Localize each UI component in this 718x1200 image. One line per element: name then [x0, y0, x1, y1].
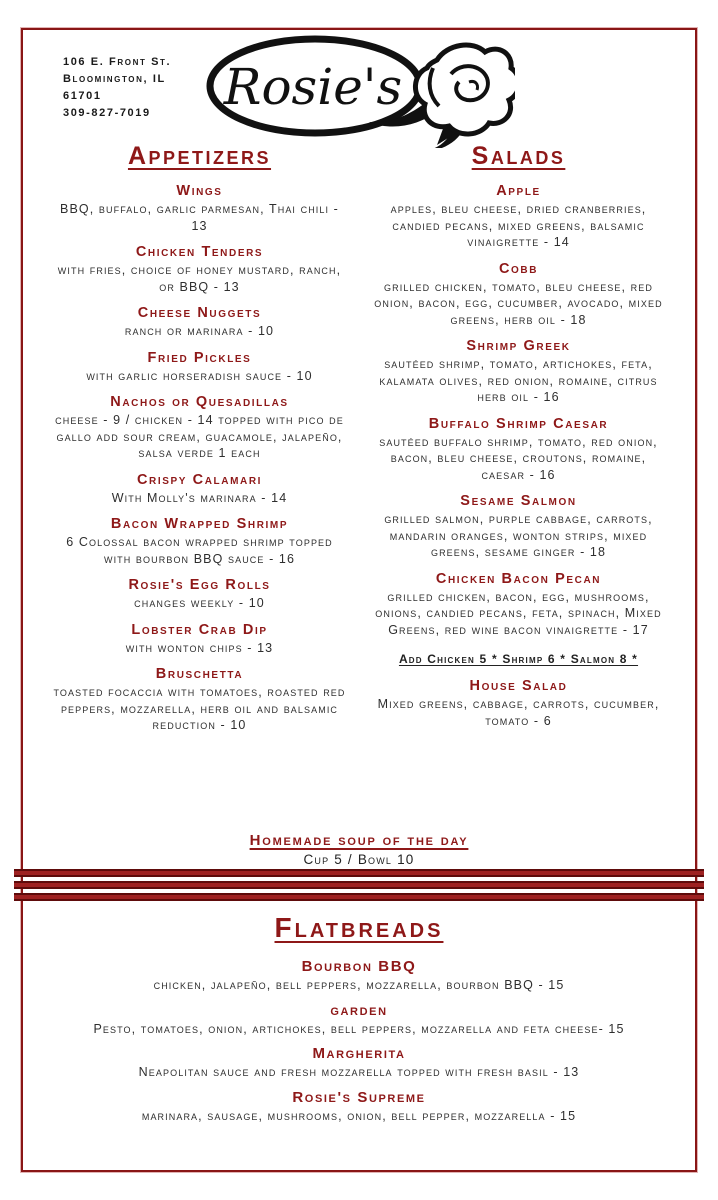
salad-addons-line: Add Chicken 5 * Shrimp 6 * Salmon 8 * [398, 652, 639, 666]
menu-item-buffalo-shrimp-caesar [372, 416, 665, 484]
menu-item-fried-pickles [53, 350, 346, 385]
menu-item-name: Fried Pickles [147, 349, 252, 366]
menu-item-chicken-bacon-pecan [372, 571, 665, 639]
menu-item-name: Crispy Calamari [136, 471, 263, 488]
logo-script-text: Rosie's [223, 58, 403, 116]
divider-stripe [14, 893, 704, 901]
menu-item-name: Sesame Salmon [460, 493, 577, 509]
menu-item-desc: toasted focaccia with tomatoes, roasted red peppers, mozzarella, herb oil and balsamic reduction - 10 [53, 685, 346, 732]
menu-item-rosies-egg-rolls [53, 577, 346, 612]
salads-section [372, 142, 665, 744]
menu-item-desc: BBQ, buffalo, garlic parmesan, Thai chili - 13 [60, 202, 339, 233]
menu-item-name: Cheese Nuggets [137, 305, 262, 321]
menu-item-crispy-calamari [53, 472, 346, 507]
menu-item-desc: with wonton chips - 13 [125, 640, 274, 655]
menu-item-desc: ranch or marinara - 10 [124, 324, 275, 338]
menu-item-bourbon-bbq [39, 958, 679, 994]
menu-item-name: Wings [176, 183, 223, 199]
menu-item-name: Rosie's Supreme [292, 1088, 426, 1106]
menu-item-shrimp-greek [372, 338, 665, 406]
menu-item-bruschetta [53, 666, 346, 734]
menu-item-name: Bourbon BBQ [301, 958, 417, 975]
menu-item-name: House Salad [469, 678, 568, 694]
menu-item-desc: marinara, sausage, mushrooms, onion, bell pepper, mozzarella - 15 [141, 1108, 577, 1123]
menu-item-name: Apple [496, 183, 541, 199]
menu-item-desc: Neapolitan sauce and fresh mozzarella topped with fresh basil - 13 [138, 1065, 580, 1079]
menu-item-name: Shrimp Greek [466, 338, 571, 354]
menu-item-desc: cheese - 9 / chicken - 14 topped with pico de gallo add sour cream, guacamole, jalapeño, salsa verde 1 each [55, 413, 344, 460]
menu-item-name: Rosie's Egg Rolls [128, 577, 271, 593]
menu-item-garden [39, 1002, 679, 1038]
menu-item-cobb [372, 261, 665, 329]
menu-item-name: Margherita [312, 1045, 406, 1062]
menu-item-desc: apples, bleu cheese, dried cranberries, candied pecans, mixed greens, balsamic vinaigrette - 14 [390, 202, 647, 249]
menu-item-desc: with fries, choice of honey mustard, ranch, or BBQ - 13 [57, 263, 342, 294]
soup-title: Homemade soup of the day [249, 832, 469, 849]
menu-item-desc: chicken, jalapeño, bell peppers, mozzarella, bourbon BBQ - 15 [153, 978, 565, 992]
soup-desc: Cup 5 / Bowl 10 [303, 852, 415, 867]
appetizers-section [53, 142, 346, 744]
menu-item-wings [53, 183, 346, 234]
menu-item-cheese-nuggets [53, 305, 346, 340]
menu-item-sesame-salmon [372, 493, 665, 561]
divider-stripe [14, 869, 704, 877]
address-line: 106 E. Front St. [63, 56, 172, 68]
menu-item-desc: grilled salmon, purple cabbage, carrots, mandarin oranges, wonton strips, mixed greens, sesame ginger - 18 [384, 512, 653, 559]
menu-item-margherita [39, 1045, 679, 1081]
flatbreads-section [39, 912, 679, 1132]
menu-item-desc: Mixed greens, cabbage, carrots, cucumber, tomato - 6 [377, 697, 660, 728]
phone-number: 309-827-7019 [63, 107, 151, 119]
menu-item-bacon-wrapped-shrimp [53, 516, 346, 567]
salads-title: Salads [471, 142, 566, 170]
menu-item-desc: changes weekly - 10 [134, 596, 265, 610]
address-block [63, 54, 171, 122]
menu-item-apple [372, 183, 665, 251]
restaurant-logo [203, 28, 515, 148]
menu-item-name: Chicken Bacon Pecan [435, 570, 602, 587]
menu-item-name: Bacon Wrapped Shrimp [110, 516, 289, 532]
menu-item-desc: Pesto, tomatoes, onion, artichokes, bell peppers, mozzarella and feta cheese- 15 [93, 1021, 625, 1036]
menu-item-name: Nachos or Quesadillas [110, 394, 289, 410]
menu-item-chicken-tenders [53, 244, 346, 295]
menu-item-name: garden [330, 1001, 388, 1019]
menu-item-desc: sautéed shrimp, tomato, artichokes, feta, kalamata olives, red onion, romaine, citrus herb oil - 16 [379, 357, 658, 404]
menu-item-name: Bruschetta [155, 666, 244, 682]
menu-item-name: Cobb [498, 260, 539, 277]
stripe-divider [14, 869, 704, 905]
menu-item-desc: grilled chicken, tomato, bleu cheese, red onion, bacon, egg, cucumber, avocado, mixed greens, herb oil - 18 [374, 279, 663, 327]
menu-item-name: Chicken Tenders [135, 244, 264, 260]
divider-stripe [14, 881, 704, 889]
soup-section [23, 832, 695, 867]
menu-item-desc: grilled chicken, bacon, egg, mushrooms, onions, candied pecans, feta, spinach, Mixed Greens, red wine bacon vinaigrette - 17 [375, 589, 662, 637]
menu-item-desc: sautéed buffalo shrimp, tomato, red onion, bacon, bleu cheese, croutons, romaine, caesar - 16 [379, 434, 658, 482]
address-line: 61701 [63, 90, 102, 102]
menu-item-desc: 6 Colossal bacon wrapped shrimp topped with bourbon BBQ sauce - 16 [66, 535, 333, 566]
menu-item-name: Buffalo Shrimp Caesar [428, 415, 609, 432]
menu-item-nachos-or-quesadillas [53, 394, 346, 462]
menu-page [21, 28, 697, 1172]
address-line: Bloomington, IL [63, 73, 166, 85]
menu-item-name: Lobster Crab Dip [131, 621, 268, 638]
menu-columns [53, 142, 665, 744]
appetizers-title: Appetizers [127, 142, 272, 170]
menu-item-desc: with garlic horseradish sauce - 10 [86, 368, 313, 383]
menu-item-rosies-supreme [39, 1089, 679, 1125]
flatbreads-title: Flatbreads [274, 912, 444, 943]
menu-item-lobster-crab-dip [53, 622, 346, 657]
menu-item-desc: With Molly's marinara - 14 [111, 490, 288, 505]
menu-item-house-salad [372, 678, 665, 729]
